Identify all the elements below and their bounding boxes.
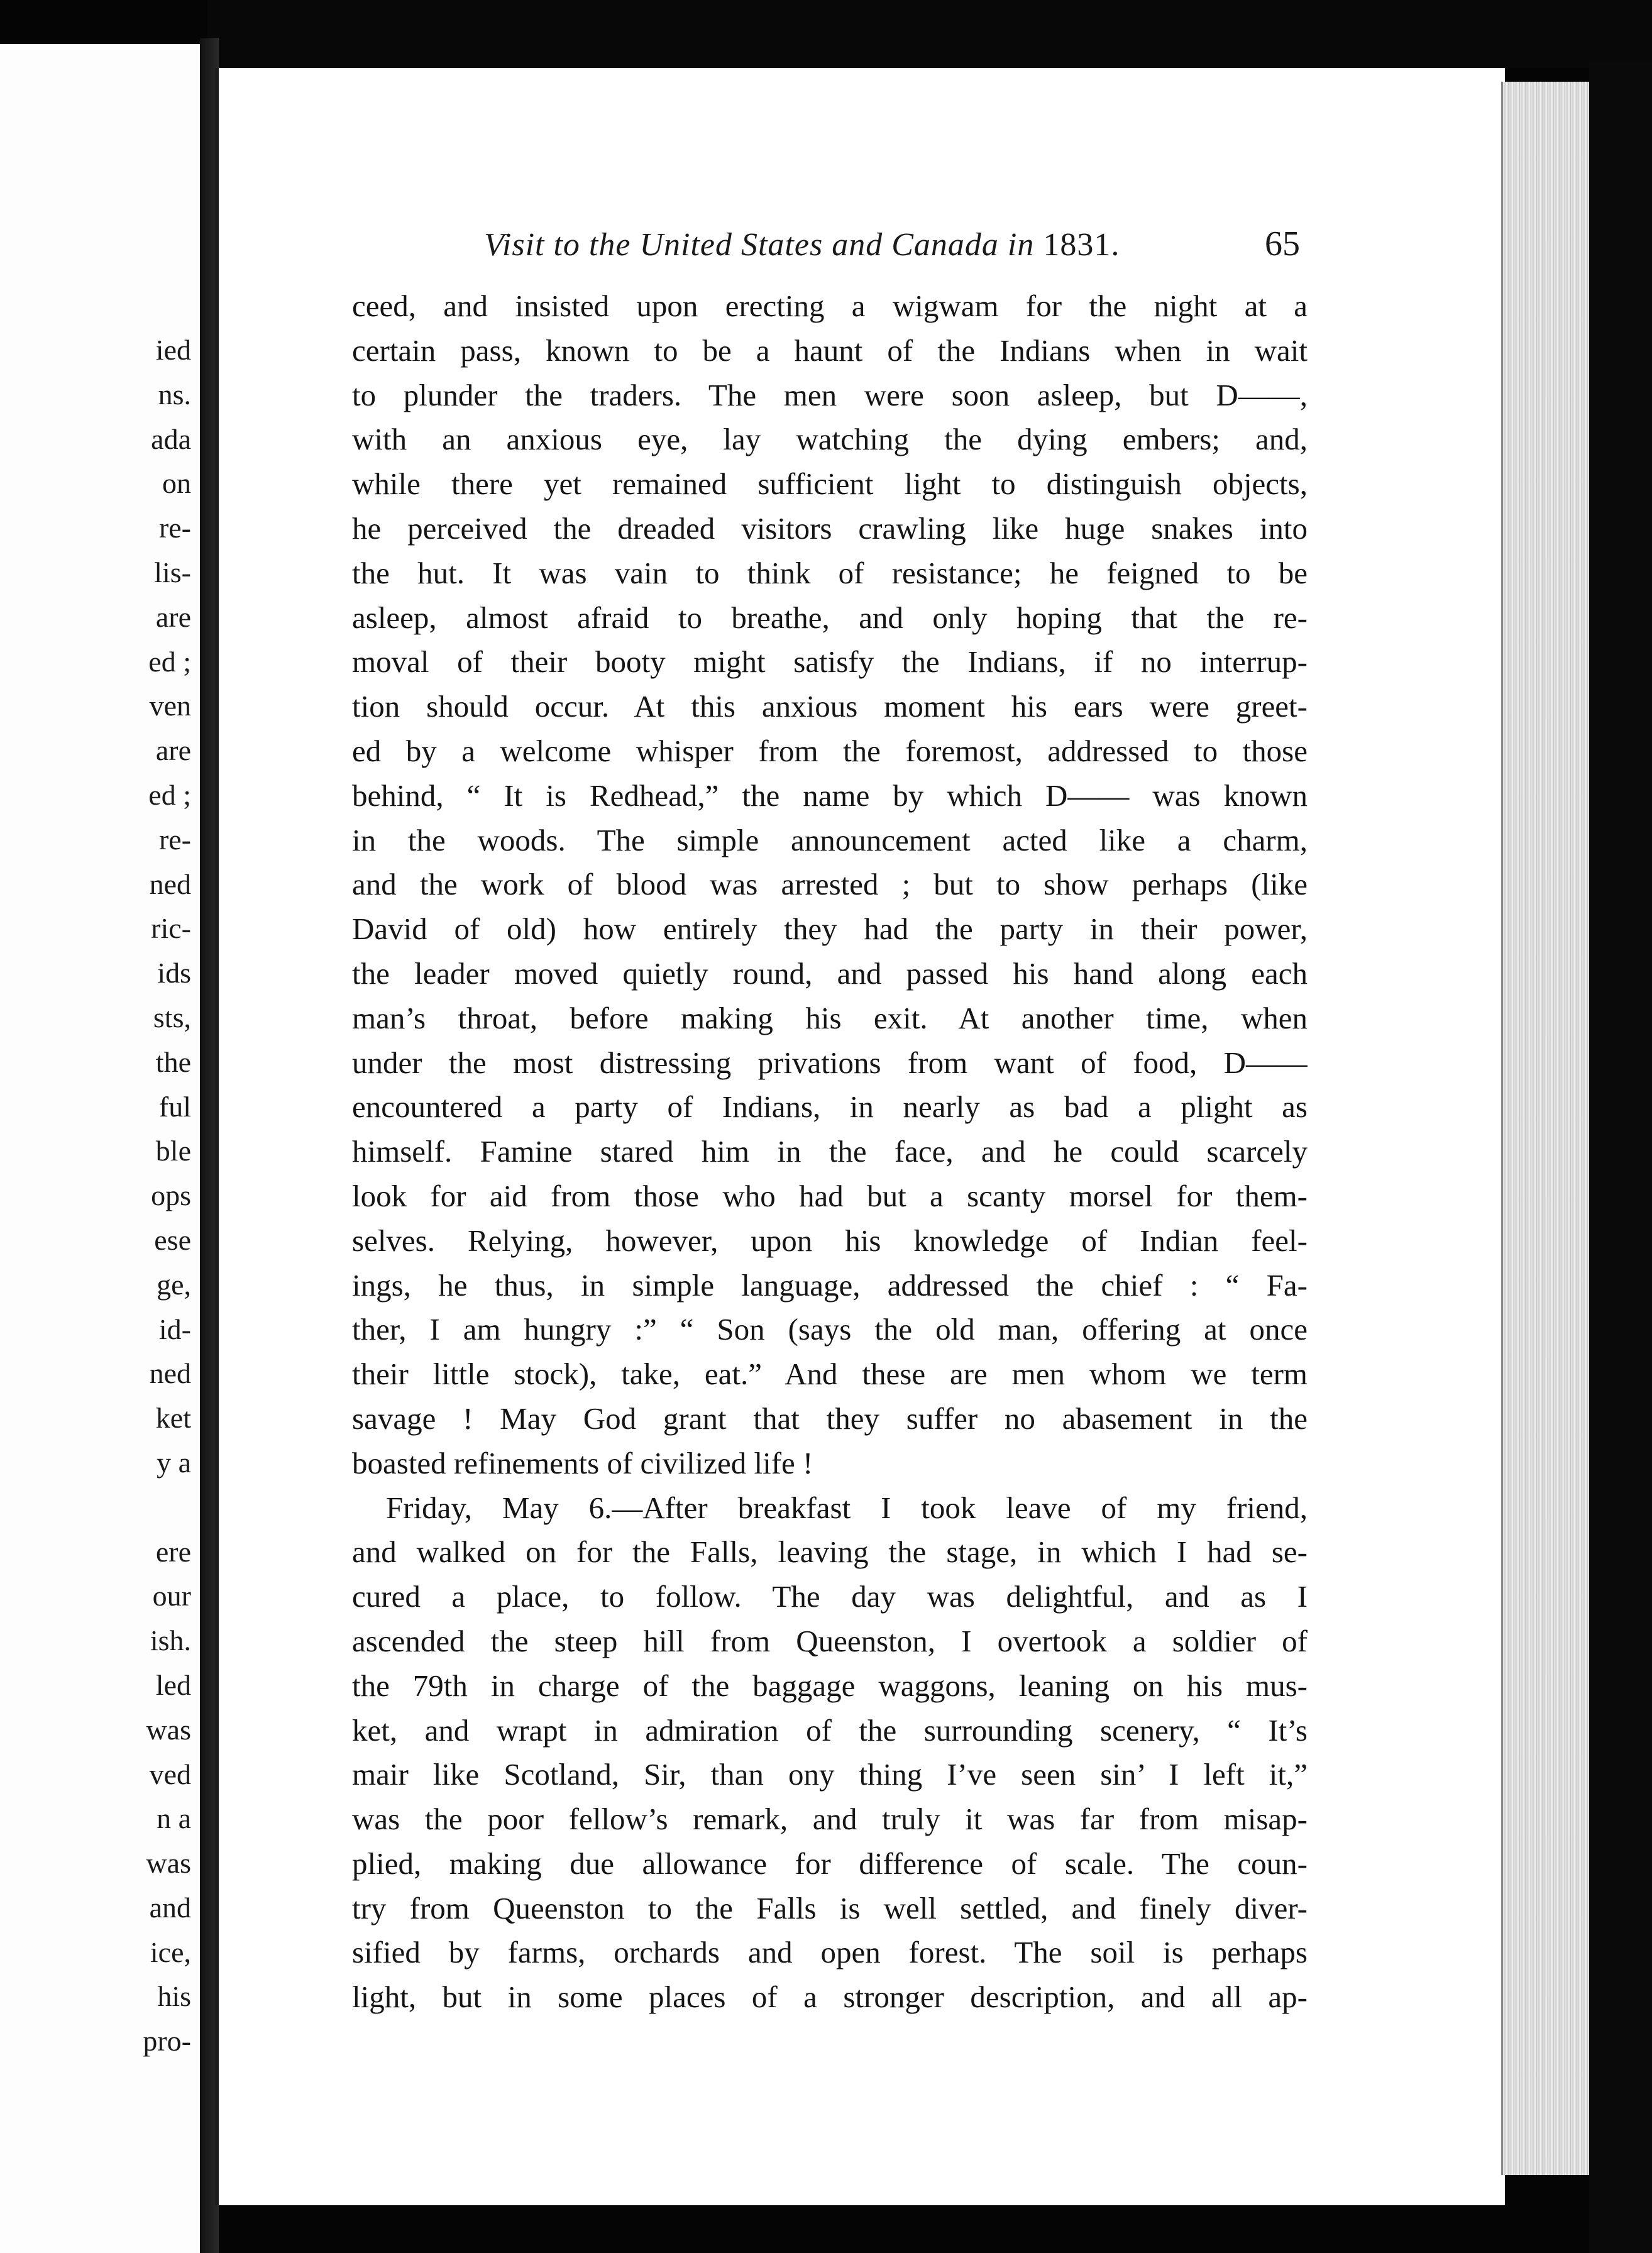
left-fragment: ric- <box>151 912 191 945</box>
left-fragment: ful <box>158 1090 191 1123</box>
left-fragment: re- <box>158 823 191 856</box>
left-fragment: ble <box>155 1135 191 1167</box>
text-line: ceed, and insisted upon erecting a wigwam for the night at a <box>352 289 1308 323</box>
text-line: and walked on for the Falls, leaving the stage, in which I had se- <box>352 1534 1308 1570</box>
left-fragment: led <box>155 1668 191 1701</box>
left-facing-page <box>0 44 202 2253</box>
left-fragment: re- <box>158 512 191 544</box>
text-line: was the poor fellow’s remark, and truly it was far from misap- <box>352 1802 1308 1837</box>
left-fragment: ven <box>149 690 191 722</box>
text-line: with an anxious eye, lay watching the dying embers; and, <box>352 422 1308 457</box>
left-fragment: the <box>155 1045 191 1078</box>
left-fragment: ada <box>151 422 191 455</box>
text-line: certain pass, known to be a haunt of the Indians when in wait <box>352 333 1308 368</box>
left-fragment: ice, <box>150 1936 191 1968</box>
left-fragment: ied <box>155 334 191 366</box>
text-line: light, but in some places of a stronger description, and all ap- <box>352 1980 1308 2015</box>
running-head-title: Visit to the United States and Canada in <box>484 227 1044 263</box>
text-line: himself. Famine stared him in the face, and he could scarcely <box>352 1134 1308 1169</box>
text-line: he perceived the dreaded visitors crawling like huge snakes into <box>352 510 1308 546</box>
text-line: selves. Relying, however, upon his knowledge of Indian feel- <box>352 1223 1308 1258</box>
text-line: the 79th in charge of the baggage waggons, leaning on his mus- <box>352 1668 1308 1703</box>
text-line: encountered a party of Indians, in nearly as bad a plight as <box>352 1089 1308 1125</box>
left-fragment: was <box>146 1847 191 1880</box>
text-line: ascended the steep hill from Queenston, I overtook a soldier of <box>352 1623 1308 1658</box>
text-line: plied, making due allowance for difference of scale. The coun- <box>352 1846 1308 1881</box>
text-line: moval of their booty might satisfy the Indians, if no interrup- <box>352 644 1308 680</box>
text-line: ket, and wrapt in admiration of the surrounding scenery, “ It’s <box>352 1712 1308 1748</box>
text-line: ings, he thus, in simple language, addressed the chief : “ Fa- <box>352 1267 1308 1303</box>
left-fragment: ids <box>157 957 191 989</box>
left-fragment: lis- <box>154 556 191 588</box>
text-line: in the woods. The simple announcement acted like a charm, <box>352 822 1308 857</box>
left-fragment: are <box>155 600 191 633</box>
text-line: behind, “ It is Redhead,” the name by which D—— was known <box>352 778 1308 813</box>
left-fragment: was <box>146 1713 191 1746</box>
left-fragment <box>3 1485 191 1530</box>
text-line: to plunder the traders. The men were soon asleep, but D——, <box>352 377 1308 412</box>
left-fragment: pro- <box>143 2025 191 2057</box>
left-fragment: ese <box>154 1223 191 1256</box>
left-fragment: ket <box>155 1402 191 1435</box>
left-fragment: and <box>149 1891 191 1924</box>
left-fragment: sts, <box>153 1001 191 1033</box>
text-line: look for aid from those who had but a scanty morsel for them- <box>352 1178 1308 1213</box>
left-fragment: n a <box>157 1802 191 1835</box>
left-fragment: ed ; <box>148 778 191 811</box>
left-fragment: our <box>152 1580 191 1612</box>
body-text <box>352 284 1308 2020</box>
running-head <box>484 226 1314 263</box>
text-line: mair like Scotland, Sir, than ony thing I’ve seen sin’ I left it,” <box>352 1757 1308 1792</box>
left-fragment: on <box>162 467 191 500</box>
left-fragment: ish. <box>150 1624 191 1657</box>
left-fragment: ed ; <box>148 645 191 678</box>
left-fragment: ge, <box>157 1268 191 1301</box>
left-fragment: y a <box>157 1446 191 1479</box>
text-line: sified by farms, orchards and open forest. The soil is perhaps <box>352 1935 1308 1970</box>
page-number: 65 <box>1265 224 1300 263</box>
left-fragment: ns. <box>158 378 191 410</box>
text-line: boasted refinements of civilized life ! <box>352 1445 813 1480</box>
running-head-year: 1831. <box>1043 227 1120 263</box>
text-line: try from Queenston to the Falls is well settled, and finely diver- <box>352 1890 1308 1925</box>
text-line: and the work of blood was arrested ; but to show perhaps (like <box>352 867 1308 902</box>
page-edges <box>1501 82 1591 2175</box>
text-line: savage ! May God grant that they suffer no abasement in the <box>352 1401 1308 1436</box>
text-line: the hut. It was vain to think of resistance; he feigned to be <box>352 555 1308 590</box>
text-line: cured a place, to follow. The day was delightful, and as I <box>352 1579 1308 1614</box>
scan-background-top <box>207 0 1652 68</box>
left-fragment: ned <box>149 1357 191 1390</box>
left-fragment: ned <box>149 868 191 900</box>
scan-background-right <box>1589 63 1652 2253</box>
text-line: Friday, May 6.—After breakfast I took leave of my friend, <box>386 1490 1308 1525</box>
text-line: tion should occur. At this anxious moment his ears were greet- <box>352 689 1308 724</box>
left-fragment: id- <box>158 1313 191 1345</box>
text-line: David of old) how entirely they had the party in their power, <box>352 912 1308 947</box>
text-line: the leader moved quietly round, and passed his hand along each <box>352 956 1308 991</box>
text-line: ed by a welcome whisper from the foremost, addressed to those <box>352 733 1308 768</box>
left-fragment: ere <box>155 1535 191 1568</box>
text-line: under the most distressing privations from want of food, D—— <box>352 1045 1308 1080</box>
text-line: ther, I am hungry :” “ Son (says the old man, offering at once <box>352 1312 1308 1347</box>
left-fragment: his <box>157 1980 191 2013</box>
left-fragment: are <box>155 734 191 767</box>
text-line: asleep, almost afraid to breathe, and only hoping that the re- <box>352 600 1308 635</box>
left-fragment: ops <box>151 1179 191 1212</box>
left-fragment: ved <box>149 1758 191 1790</box>
left-page-line-endings <box>3 328 191 2064</box>
text-line: man’s throat, before making his exit. At another time, when <box>352 1000 1308 1035</box>
text-line: while there yet remained sufficient light to distinguish objects, <box>352 466 1308 502</box>
text-line: their little stock), take, eat.” And these are men whom we term <box>352 1357 1308 1392</box>
